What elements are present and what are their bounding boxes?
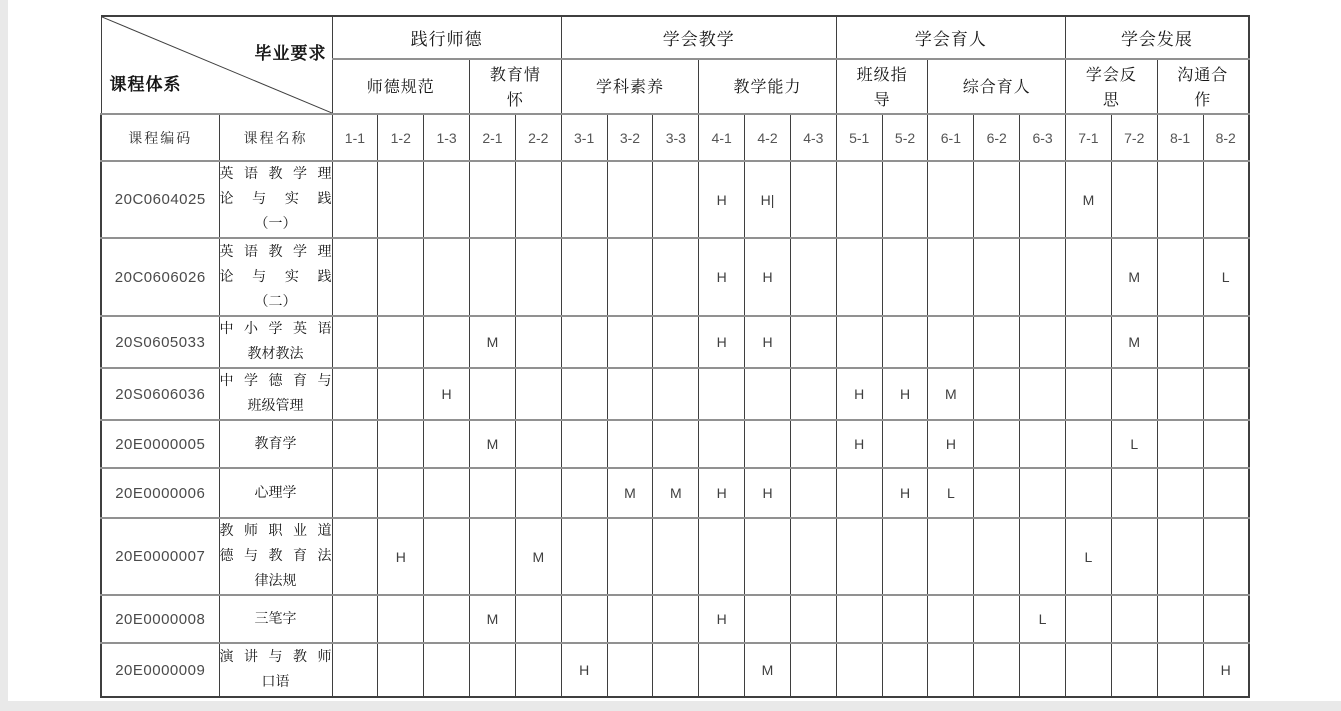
mark-cell-6-1 (928, 238, 974, 316)
mark-cell-4-2: H| (745, 161, 791, 238)
mark-cell-8-2 (1203, 518, 1249, 595)
subgroup-header-line: 班级指 (856, 64, 908, 84)
subgroup-header-4 (699, 59, 837, 114)
mark-cell-5-2: H (882, 468, 928, 518)
course-name-line: 英语教学理 (219, 166, 332, 182)
mark-cell-3-2 (607, 518, 653, 595)
index-header-3-3: 3-3 (653, 114, 699, 161)
index-header-8-1: 8-1 (1157, 114, 1203, 161)
index-header-4-2: 4-2 (745, 114, 791, 161)
subgroup-header-2 (470, 59, 562, 114)
mark-cell-6-2 (974, 595, 1020, 643)
mark-cell-3-1 (561, 595, 607, 643)
course-row (101, 595, 1249, 643)
mark-cell-3-1 (561, 238, 607, 316)
mark-cell-6-2 (974, 468, 1020, 518)
mark-cell-3-3: M (653, 468, 699, 518)
mark-cell-5-1 (836, 518, 882, 595)
mark-cell-3-3 (653, 595, 699, 643)
mark-cell-2-2 (515, 368, 561, 420)
mark-cell-7-1 (1066, 595, 1112, 643)
mark-cell-5-1 (836, 595, 882, 643)
mark-cell-6-1 (928, 518, 974, 595)
mark-cell-8-2 (1203, 161, 1249, 238)
mark-cell-2-2 (515, 238, 561, 316)
mark-cell-4-1 (699, 643, 745, 697)
mark-cell-5-2 (882, 518, 928, 595)
course-name-line: 教材教法 (247, 346, 304, 362)
index-header-5-2: 5-2 (882, 114, 928, 161)
group-header-2: 学会教学 (561, 16, 836, 59)
course-name-line: 德与教育法 (219, 548, 332, 564)
course-requirement-matrix-table (100, 15, 1250, 698)
index-header-3-1: 3-1 (561, 114, 607, 161)
subgroup-header-line: 导 (873, 89, 891, 109)
course-code: 20E0000007 (101, 518, 219, 595)
mark-cell-8-1 (1157, 518, 1203, 595)
course-name-line: 心理学 (254, 484, 297, 501)
course-name-line: 中学德育与 (219, 373, 332, 389)
corner-cell (101, 16, 332, 114)
subgroup-header-line: 作 (1194, 89, 1212, 109)
mark-cell-2-2 (515, 161, 561, 238)
mark-cell-5-2: H (882, 368, 928, 420)
course-row (101, 468, 1249, 518)
subgroup-header-line: 思 (1102, 89, 1120, 109)
subgroup-header-line: 师德规范 (366, 77, 435, 96)
course-name-line: 论与实践 (219, 191, 332, 207)
index-header-8-2: 8-2 (1203, 114, 1249, 161)
mark-cell-8-2 (1203, 420, 1249, 468)
mark-cell-6-2 (974, 420, 1020, 468)
course-name (219, 161, 332, 238)
mark-cell-5-1: H (836, 420, 882, 468)
column-header-course-name: 课程名称 (219, 114, 332, 161)
mark-cell-2-1 (470, 468, 516, 518)
course-name (219, 518, 332, 595)
course-row (101, 368, 1249, 420)
mark-cell-6-1: M (928, 368, 974, 420)
mark-cell-8-2 (1203, 595, 1249, 643)
course-name (219, 468, 332, 518)
subgroup-header-line: 教育情 (489, 64, 541, 84)
mark-cell-7-1 (1066, 316, 1112, 368)
subgroup-header-line: 教学能力 (733, 77, 802, 96)
mark-cell-6-3 (1020, 420, 1066, 468)
subgroup-header-line: 怀 (506, 89, 524, 109)
mark-cell-4-1 (699, 518, 745, 595)
mark-cell-6-1 (928, 595, 974, 643)
mark-cell-1-1 (332, 316, 378, 368)
mark-cell-2-1: M (470, 316, 516, 368)
mark-cell-4-2: H (745, 468, 791, 518)
subgroup-header-1 (332, 59, 470, 114)
index-header-2-1: 2-1 (470, 114, 516, 161)
index-header-7-2: 7-2 (1111, 114, 1157, 161)
mark-cell-4-1: H (699, 161, 745, 238)
course-name-line: 三笔字 (254, 610, 297, 627)
mark-cell-3-1 (561, 161, 607, 238)
mark-cell-2-1: M (470, 595, 516, 643)
mark-cell-1-3: H (424, 368, 470, 420)
course-name-line: 论与实践 (219, 268, 332, 285)
course-row (101, 420, 1249, 468)
course-name (219, 420, 332, 468)
mark-cell-1-3 (424, 316, 470, 368)
mark-cell-3-1 (561, 316, 607, 368)
subgroup-header-line: 学会反 (1085, 64, 1137, 84)
mark-cell-3-2: M (607, 468, 653, 518)
mark-cell-4-1: H (699, 468, 745, 518)
mark-cell-4-1: H (699, 595, 745, 643)
course-row (101, 316, 1249, 368)
mark-cell-3-3 (653, 316, 699, 368)
mark-cell-1-3 (424, 643, 470, 697)
index-header-7-1: 7-1 (1066, 114, 1112, 161)
mark-cell-2-2 (515, 643, 561, 697)
course-name-line: 教师职业道 (219, 523, 332, 539)
subgroup-header-line: 学科素养 (595, 77, 664, 96)
mark-cell-3-3 (653, 518, 699, 595)
course-name-line: 口语 (261, 674, 290, 690)
mark-cell-4-1: H (699, 238, 745, 316)
index-header-1-3: 1-3 (424, 114, 470, 161)
course-code: 20E0000006 (101, 468, 219, 518)
mark-cell-1-1 (332, 368, 378, 420)
course-name (219, 368, 332, 420)
mark-cell-4-3 (790, 643, 836, 697)
mark-cell-5-2 (882, 420, 928, 468)
mark-cell-6-2 (974, 368, 1020, 420)
mark-cell-3-3 (653, 643, 699, 697)
mark-cell-1-3 (424, 595, 470, 643)
index-header-1-1: 1-1 (332, 114, 378, 161)
mark-cell-6-3 (1020, 518, 1066, 595)
mark-cell-2-1 (470, 643, 516, 697)
mark-cell-7-1 (1066, 368, 1112, 420)
mark-cell-1-2 (378, 643, 424, 697)
mark-cell-1-2 (378, 238, 424, 316)
mark-cell-3-3 (653, 161, 699, 238)
mark-cell-3-1 (561, 420, 607, 468)
mark-cell-1-2 (378, 595, 424, 643)
mark-cell-6-1: L (928, 468, 974, 518)
mark-cell-4-3 (790, 518, 836, 595)
mark-cell-4-2: H (745, 316, 791, 368)
mark-cell-8-1 (1157, 368, 1203, 420)
mark-cell-4-2: M (745, 643, 791, 697)
mark-cell-6-3 (1020, 643, 1066, 697)
mark-cell-3-3 (653, 368, 699, 420)
mark-cell-4-3 (790, 368, 836, 420)
mark-cell-2-1: M (470, 420, 516, 468)
group-header-4: 学会发展 (1066, 16, 1249, 59)
corner-label-course-system: 课程体系 (109, 75, 182, 95)
mark-cell-8-2: H (1203, 643, 1249, 697)
group-header-3: 学会育人 (836, 16, 1065, 59)
mark-cell-3-1 (561, 368, 607, 420)
index-header-4-1: 4-1 (699, 114, 745, 161)
mark-cell-4-1: H (699, 316, 745, 368)
index-header-6-2: 6-2 (974, 114, 1020, 161)
course-name-line: （二） (254, 293, 297, 310)
mark-cell-2-2: M (515, 518, 561, 595)
mark-cell-8-2: L (1203, 238, 1249, 316)
index-header-2-2: 2-2 (515, 114, 561, 161)
mark-cell-2-1 (470, 161, 516, 238)
course-code: 20S0605033 (101, 316, 219, 368)
mark-cell-6-2 (974, 238, 1020, 316)
mark-cell-8-2 (1203, 468, 1249, 518)
mark-cell-1-2: H (378, 518, 424, 595)
course-code: 20S0606036 (101, 368, 219, 420)
course-name-line: 律法规 (254, 573, 297, 589)
mark-cell-8-1 (1157, 316, 1203, 368)
course-row (101, 161, 1249, 238)
subgroup-header-5 (836, 59, 928, 114)
mark-cell-3-2 (607, 161, 653, 238)
mark-cell-7-1: M (1066, 161, 1112, 238)
mark-cell-3-2 (607, 368, 653, 420)
mark-cell-3-1 (561, 518, 607, 595)
mark-cell-5-1 (836, 161, 882, 238)
mark-cell-8-1 (1157, 238, 1203, 316)
mark-cell-1-2 (378, 420, 424, 468)
course-name (219, 595, 332, 643)
mark-cell-7-2 (1111, 595, 1157, 643)
subgroup-header-6 (928, 59, 1066, 114)
mark-cell-4-2 (745, 518, 791, 595)
column-header-course-code: 课程编码 (101, 114, 219, 161)
mark-cell-1-1 (332, 238, 378, 316)
course-code: 20E0000005 (101, 420, 219, 468)
course-name-line: 英语教学理 (219, 243, 332, 260)
mark-cell-4-1 (699, 420, 745, 468)
course-name-line: 演讲与教师 (219, 649, 332, 665)
mark-cell-7-2 (1111, 368, 1157, 420)
mark-cell-6-2 (974, 518, 1020, 595)
mark-cell-6-3 (1020, 316, 1066, 368)
mark-cell-6-2 (974, 643, 1020, 697)
index-header-6-1: 6-1 (928, 114, 974, 161)
mark-cell-1-3 (424, 518, 470, 595)
mark-cell-7-2 (1111, 161, 1157, 238)
mark-cell-3-2 (607, 316, 653, 368)
course-name (219, 316, 332, 368)
mark-cell-4-2 (745, 420, 791, 468)
mark-cell-6-3 (1020, 468, 1066, 518)
mark-cell-8-1 (1157, 420, 1203, 468)
mark-cell-1-1 (332, 161, 378, 238)
mark-cell-5-2 (882, 595, 928, 643)
mark-cell-1-1 (332, 518, 378, 595)
mark-cell-5-1 (836, 643, 882, 697)
mark-cell-4-3 (790, 595, 836, 643)
mark-cell-6-3 (1020, 368, 1066, 420)
course-name-line: （一） (254, 216, 297, 232)
mark-cell-2-2 (515, 316, 561, 368)
mark-cell-4-3 (790, 316, 836, 368)
mark-cell-4-2: H (745, 238, 791, 316)
index-header-4-3: 4-3 (790, 114, 836, 161)
mark-cell-2-1 (470, 368, 516, 420)
mark-cell-5-2 (882, 161, 928, 238)
mark-cell-8-1 (1157, 161, 1203, 238)
page-edge-bottom (0, 701, 1341, 711)
page-edge-left (0, 0, 8, 711)
mark-cell-7-1 (1066, 468, 1112, 518)
group-header-1: 践行师德 (332, 16, 561, 59)
mark-cell-7-2: M (1111, 238, 1157, 316)
index-header-5-1: 5-1 (836, 114, 882, 161)
mark-cell-2-1 (470, 518, 516, 595)
mark-cell-1-1 (332, 643, 378, 697)
mark-cell-7-2: M (1111, 316, 1157, 368)
course-code: 20E0000009 (101, 643, 219, 697)
mark-cell-7-2: L (1111, 420, 1157, 468)
mark-cell-3-3 (653, 420, 699, 468)
mark-cell-6-2 (974, 316, 1020, 368)
mark-cell-5-1 (836, 316, 882, 368)
mark-cell-1-1 (332, 595, 378, 643)
mark-cell-4-3 (790, 161, 836, 238)
mark-cell-7-1 (1066, 420, 1112, 468)
corner-label-graduation-requirements: 毕业要求 (254, 44, 327, 64)
mark-cell-8-1 (1157, 643, 1203, 697)
course-code: 20E0000008 (101, 595, 219, 643)
mark-cell-4-1 (699, 368, 745, 420)
course-row (101, 643, 1249, 697)
index-header-3-2: 3-2 (607, 114, 653, 161)
mark-cell-1-3 (424, 238, 470, 316)
mark-cell-4-3 (790, 420, 836, 468)
mark-cell-5-2 (882, 316, 928, 368)
course-name-line: 教育学 (254, 435, 297, 452)
course-name-line: 班级管理 (247, 398, 304, 414)
course-name (219, 643, 332, 697)
mark-cell-2-2 (515, 420, 561, 468)
mark-cell-5-1: H (836, 368, 882, 420)
mark-cell-4-3 (790, 238, 836, 316)
course-code: 20C0606026 (101, 238, 219, 316)
mark-cell-6-1 (928, 316, 974, 368)
mark-cell-1-2 (378, 161, 424, 238)
mark-cell-4-3 (790, 468, 836, 518)
subgroup-header-line: 综合育人 (962, 77, 1031, 96)
mark-cell-1-2 (378, 468, 424, 518)
mark-cell-6-1 (928, 161, 974, 238)
mark-cell-1-1 (332, 468, 378, 518)
mark-cell-4-2 (745, 595, 791, 643)
mark-cell-5-2 (882, 238, 928, 316)
mark-cell-5-1 (836, 238, 882, 316)
mark-cell-6-1: H (928, 420, 974, 468)
mark-cell-3-2 (607, 238, 653, 316)
mark-cell-3-2 (607, 643, 653, 697)
subgroup-header-7 (1066, 59, 1158, 114)
mark-cell-3-2 (607, 595, 653, 643)
course-row (101, 518, 1249, 595)
mark-cell-6-1 (928, 643, 974, 697)
subgroup-header-line: 沟通合 (1177, 64, 1229, 84)
mark-cell-1-2 (378, 368, 424, 420)
mark-cell-6-3 (1020, 238, 1066, 316)
mark-cell-4-2 (745, 368, 791, 420)
course-code: 20C0604025 (101, 161, 219, 238)
index-header-1-2: 1-2 (378, 114, 424, 161)
mark-cell-3-2 (607, 420, 653, 468)
diagonal-divider-line (102, 17, 332, 113)
mark-cell-8-2 (1203, 316, 1249, 368)
mark-cell-7-2 (1111, 468, 1157, 518)
course-name-line: 中小学英语 (219, 321, 332, 337)
mark-cell-7-2 (1111, 643, 1157, 697)
mark-cell-8-1 (1157, 595, 1203, 643)
index-header-6-3: 6-3 (1020, 114, 1066, 161)
mark-cell-6-2 (974, 161, 1020, 238)
mark-cell-7-1 (1066, 643, 1112, 697)
mark-cell-2-1 (470, 238, 516, 316)
mark-cell-8-2 (1203, 368, 1249, 420)
mark-cell-1-2 (378, 316, 424, 368)
mark-cell-3-1 (561, 468, 607, 518)
mark-cell-1-1 (332, 420, 378, 468)
mark-cell-1-3 (424, 420, 470, 468)
mark-cell-6-3: L (1020, 595, 1066, 643)
mark-cell-2-2 (515, 595, 561, 643)
mark-cell-8-1 (1157, 468, 1203, 518)
mark-cell-6-3 (1020, 161, 1066, 238)
mark-cell-7-1: L (1066, 518, 1112, 595)
mark-cell-1-3 (424, 161, 470, 238)
subgroup-header-3 (561, 59, 699, 114)
mark-cell-5-2 (882, 643, 928, 697)
mark-cell-3-3 (653, 238, 699, 316)
mark-cell-3-1: H (561, 643, 607, 697)
subgroup-header-8 (1157, 59, 1249, 114)
mark-cell-2-2 (515, 468, 561, 518)
mark-cell-1-3 (424, 468, 470, 518)
mark-cell-7-1 (1066, 238, 1112, 316)
course-row (101, 238, 1249, 316)
mark-cell-7-2 (1111, 518, 1157, 595)
course-name (219, 238, 332, 316)
mark-cell-5-1 (836, 468, 882, 518)
